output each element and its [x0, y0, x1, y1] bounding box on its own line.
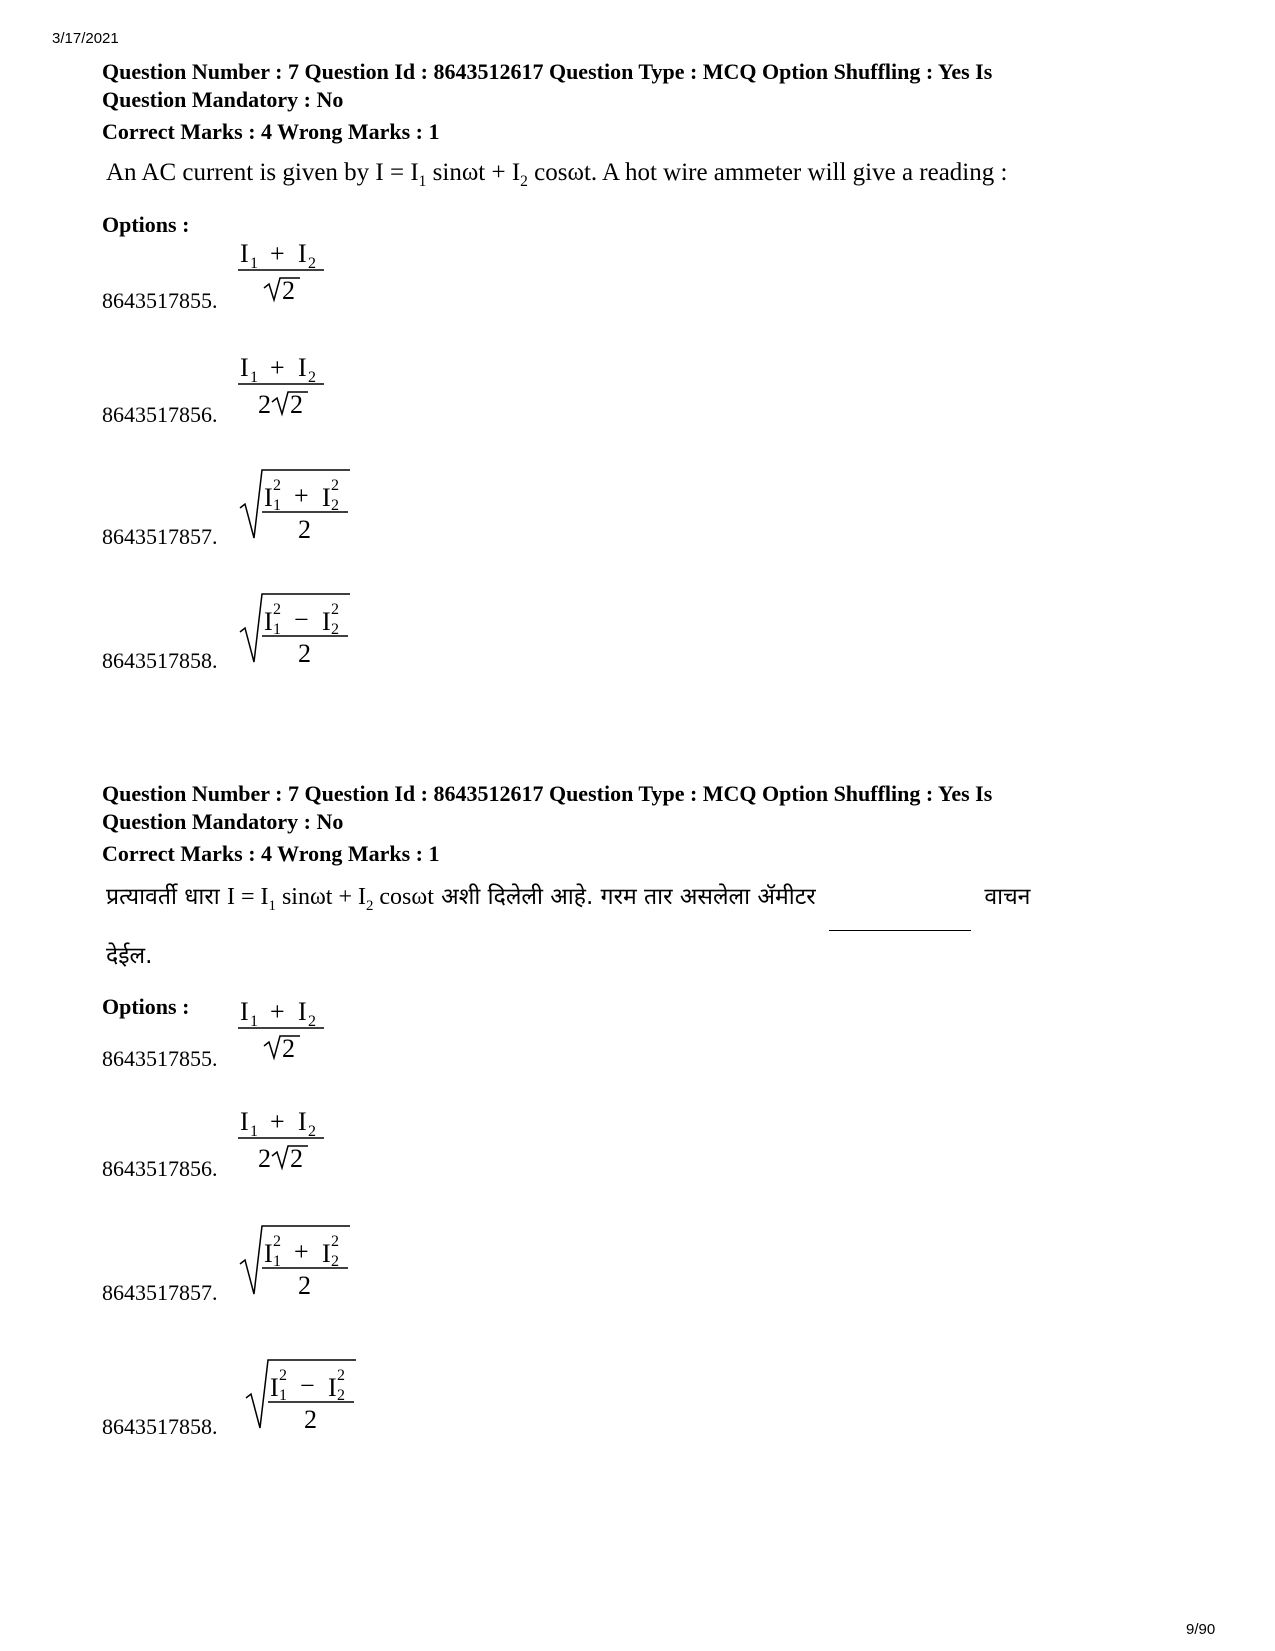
formula-sub: 1 [250, 1123, 258, 1140]
formula-symbol: I [298, 353, 307, 382]
answer-blank [829, 908, 971, 931]
option-item[interactable] [102, 1196, 602, 1306]
formula-number: 2 [298, 515, 311, 540]
question-text-part: देईल. [106, 942, 153, 969]
question-marks: Correct Marks : 4 Wrong Marks : 1 [102, 119, 440, 144]
formula-symbol: I [298, 1107, 307, 1136]
formula-symbol: I [328, 1373, 337, 1402]
subscript: 2 [520, 173, 528, 190]
question-text-part: cosωt. A hot wire ammeter will give a reading : [527, 159, 1008, 186]
option-item[interactable] [102, 1330, 602, 1440]
formula-symbol: I [298, 997, 307, 1026]
formula-symbol: I [240, 353, 249, 382]
formula-sup: 2 [279, 1367, 287, 1384]
option-id: 8643517856. [102, 1156, 218, 1181]
subscript: 1 [418, 173, 427, 190]
formula-sup: 2 [273, 1233, 281, 1250]
formula-sup: 2 [331, 601, 339, 618]
formula-symbol: I [240, 997, 249, 1026]
formula-sup: 2 [273, 601, 281, 618]
formula-sup: 2 [337, 1367, 345, 1384]
formula-sub: 2 [308, 1123, 316, 1140]
formula-sub: 1 [273, 621, 281, 638]
option-id: 8643517858. [102, 1414, 218, 1439]
print-date: 3/17/2021 [52, 30, 119, 47]
question-text-part: प्रत्यावर्ती धारा [106, 884, 227, 910]
formula-sub: 2 [331, 497, 339, 514]
formula-sub: 2 [331, 1253, 339, 1270]
subscript: 2 [365, 897, 374, 914]
formula-symbol: I [298, 239, 307, 268]
formula-symbol: I [264, 1239, 273, 1268]
option-id: 8643517855. [102, 1046, 218, 1071]
question-text-part: An AC current is given by I = I [106, 159, 419, 186]
formula-number: 2 [304, 1405, 317, 1430]
formula-sub: 2 [331, 621, 339, 638]
options-container-marathi [102, 0, 702, 1651]
options-label: Options : [102, 212, 190, 237]
formula-op: − [300, 1371, 315, 1400]
option-item[interactable] [102, 962, 602, 1072]
formula-sub: 1 [273, 1253, 281, 1270]
formula-symbol: I [270, 1373, 279, 1402]
formula-part: sinωt + I [275, 884, 366, 910]
question-text-part: sinωt + I [426, 159, 521, 186]
option-id: 8643517858. [102, 648, 218, 673]
formula-number: 2 [298, 1271, 311, 1296]
page-number: 9/90 [1186, 1621, 1216, 1638]
formula-op: − [294, 605, 309, 634]
formula-symbol: I [322, 1239, 331, 1268]
option-formula [236, 962, 346, 1062]
question-meta-line1: Question Number : 7 Question Id : 8643512617 Question Type : MCQ Option Shuffling : Yes Is [102, 59, 993, 84]
formula-op: + [270, 1107, 285, 1136]
question-meta-line1: Question Number : 7 Question Id : 8643512617 Question Type : MCQ Option Shuffling : Yes Is [102, 781, 993, 806]
formula-sub: 1 [250, 1013, 258, 1030]
option-id: 8643517857. [102, 1280, 218, 1305]
option-formula [236, 1072, 346, 1172]
formula-sub: 1 [250, 255, 258, 272]
formula-number: 2 [290, 1144, 303, 1172]
formula-symbol: I [264, 483, 273, 512]
option-id: 8643517856. [102, 402, 218, 427]
option-formula [236, 1196, 366, 1296]
formula-sub: 2 [337, 1387, 345, 1404]
question-marks: Correct Marks : 4 Wrong Marks : 1 [102, 841, 440, 866]
formula-part: cosωt [373, 884, 434, 910]
options-label: Options : [102, 993, 190, 1019]
formula-op: + [294, 1237, 309, 1266]
formula-sup: 2 [331, 1233, 339, 1250]
option-id: 8643517855. [102, 288, 218, 313]
formula-op: + [270, 239, 285, 268]
question-text-part: अशी दिलेली आहे. गरम तार असलेला ॲमीटर [433, 884, 824, 910]
formula-sub: 1 [279, 1387, 287, 1404]
option-id: 8643517857. [102, 524, 218, 549]
formula-symbol: I [240, 239, 249, 268]
formula-part: I = I [227, 884, 269, 910]
option-formula [236, 1330, 366, 1430]
formula-symbol: I [322, 607, 331, 636]
formula-number: 2 [258, 390, 271, 418]
formula-number: 2 [298, 639, 311, 664]
formula-sub: 1 [273, 497, 281, 514]
formula-number: 2 [282, 276, 295, 304]
formula-sub: 2 [308, 1013, 316, 1030]
formula-op: + [270, 353, 285, 382]
formula-number: 2 [258, 1144, 271, 1172]
question-meta-line2: Question Mandatory : No [102, 87, 344, 112]
formula-op: + [270, 997, 285, 1026]
formula-number: 2 [290, 390, 303, 418]
option-item[interactable] [102, 1072, 602, 1182]
formula-symbol: I [240, 1107, 249, 1136]
formula-sup: 2 [273, 477, 281, 494]
subscript: 1 [268, 897, 276, 914]
formula-symbol: I [264, 607, 273, 636]
formula-sub: 2 [308, 255, 316, 272]
formula-sub: 2 [308, 369, 316, 386]
formula-sup: 2 [331, 477, 339, 494]
formula-sub: 1 [250, 369, 258, 386]
question-meta-line2: Question Mandatory : No [102, 809, 344, 834]
formula-symbol: I [322, 483, 331, 512]
question-text-part: वाचन [977, 884, 1031, 910]
formula-number: 2 [282, 1034, 295, 1062]
formula-op: + [294, 481, 309, 510]
